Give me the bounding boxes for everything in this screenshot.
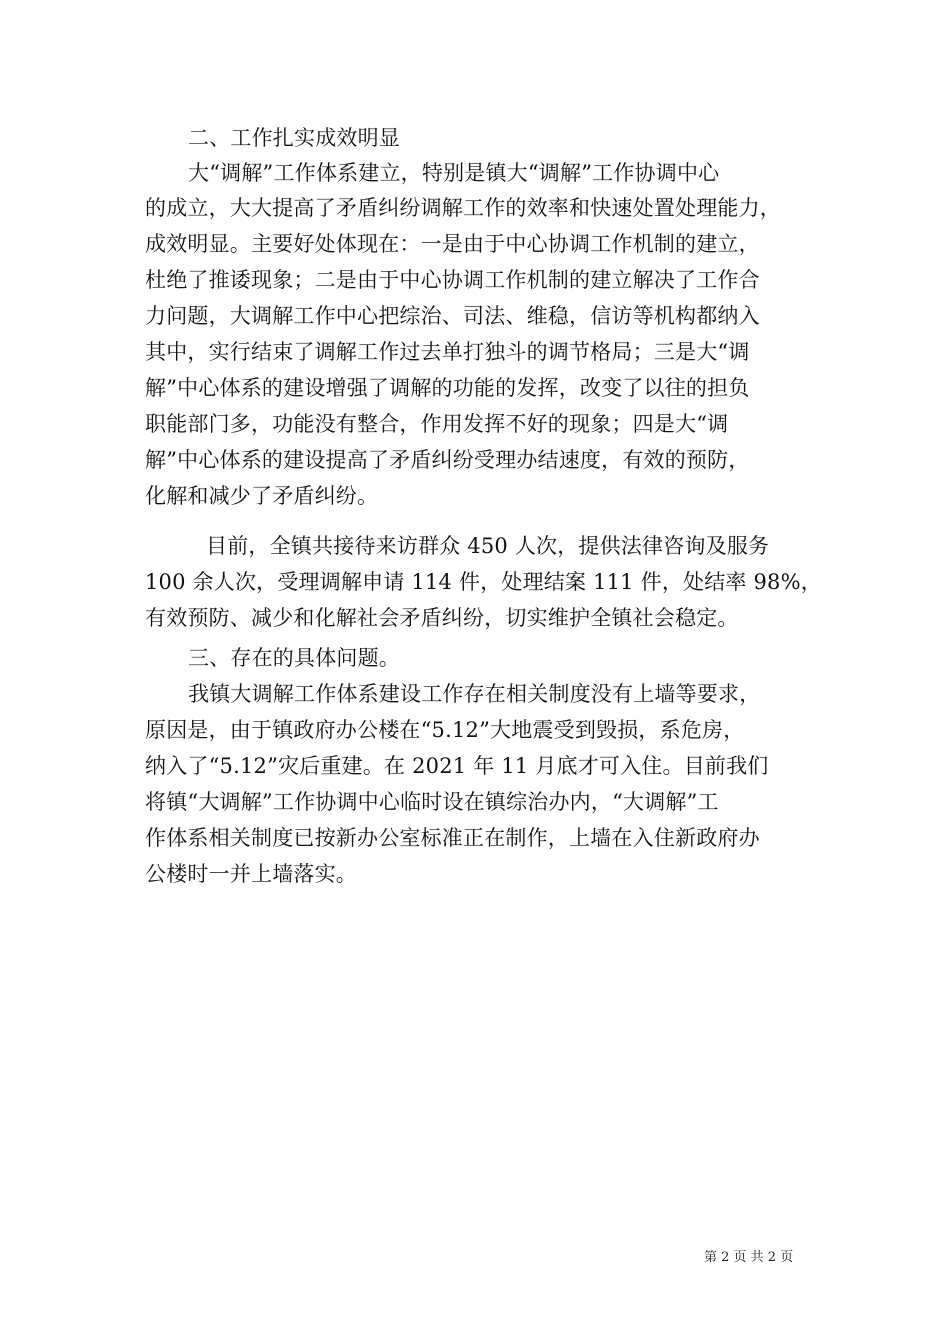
paragraph-line: 我镇大调解工作体系建设工作存在相关制度没有上墙等要求，: [188, 682, 761, 706]
paragraph-line: 成效明显。主要好处体现在：一是由于中心协调工作机制的建立，: [145, 232, 760, 256]
paragraph-line: 力问题，大调解工作中心把综治、司法、维稳，信访等机构都纳入: [145, 304, 760, 328]
paragraph-line: 原因是，由于镇政府办公楼在“5.12”大地震受到毁损，系危房，: [145, 718, 745, 742]
paragraph-line: 的成立，大大提高了矛盾纠纷调解工作的效率和快速处置处理能力，: [145, 196, 781, 220]
paragraph-line: 化解和减少了矛盾纠纷。: [145, 484, 379, 508]
paragraph-line: 解”中心体系的建设增强了调解的功能的发挥，改变了以往的担负: [145, 376, 750, 400]
paragraph-line: 大“调解”工作体系建立，特别是镇大“调解”工作协调中心: [188, 161, 720, 185]
paragraph-line: 100 余人次，受理调解申请 114 件，处理结案 111 件，处结率 98%，: [145, 570, 822, 594]
page-number-footer: 第 2 页 共 2 页: [704, 1250, 794, 1265]
paragraph-line: 作体系相关制度已按新办公室标准正在制作，上墙在入住新政府办: [145, 826, 760, 850]
paragraph-line: 解”中心体系的建设提高了矛盾纠纷受理办结速度，有效的预防，: [145, 448, 750, 472]
paragraph-line: 职能部门多，功能没有整合，作用发挥不好的现象；四是大“调: [145, 412, 729, 436]
paragraph-line: 将镇“大调解”工作协调中心临时设在镇综治办内，“大调解”工: [145, 790, 719, 814]
paragraph-line: 纳入了“5.12”灾后重建。在 2021 年 11 月底才可入住。目前我们: [145, 754, 769, 778]
paragraph-line: 有效预防、减少和化解社会矛盾纠纷，切实维护全镇社会稳定。: [145, 606, 739, 630]
paragraph-line: 杜绝了推诿现象；二是由于中心协调工作机制的建立解决了工作合: [145, 268, 760, 292]
paragraph-line: 其中，实行结束了调解工作过去单打独斗的调节格局；三是大“调: [145, 340, 750, 364]
section-heading-2: 二、工作扎实成效明显: [188, 126, 400, 150]
paragraph-line: 公楼时一并上墙落实。: [145, 862, 357, 886]
section-heading-3: 三、存在的具体问题。: [188, 646, 400, 670]
paragraph-line: 目前，全镇共接待来访群众 450 人次，提供法律咨询及服务: [206, 534, 770, 558]
